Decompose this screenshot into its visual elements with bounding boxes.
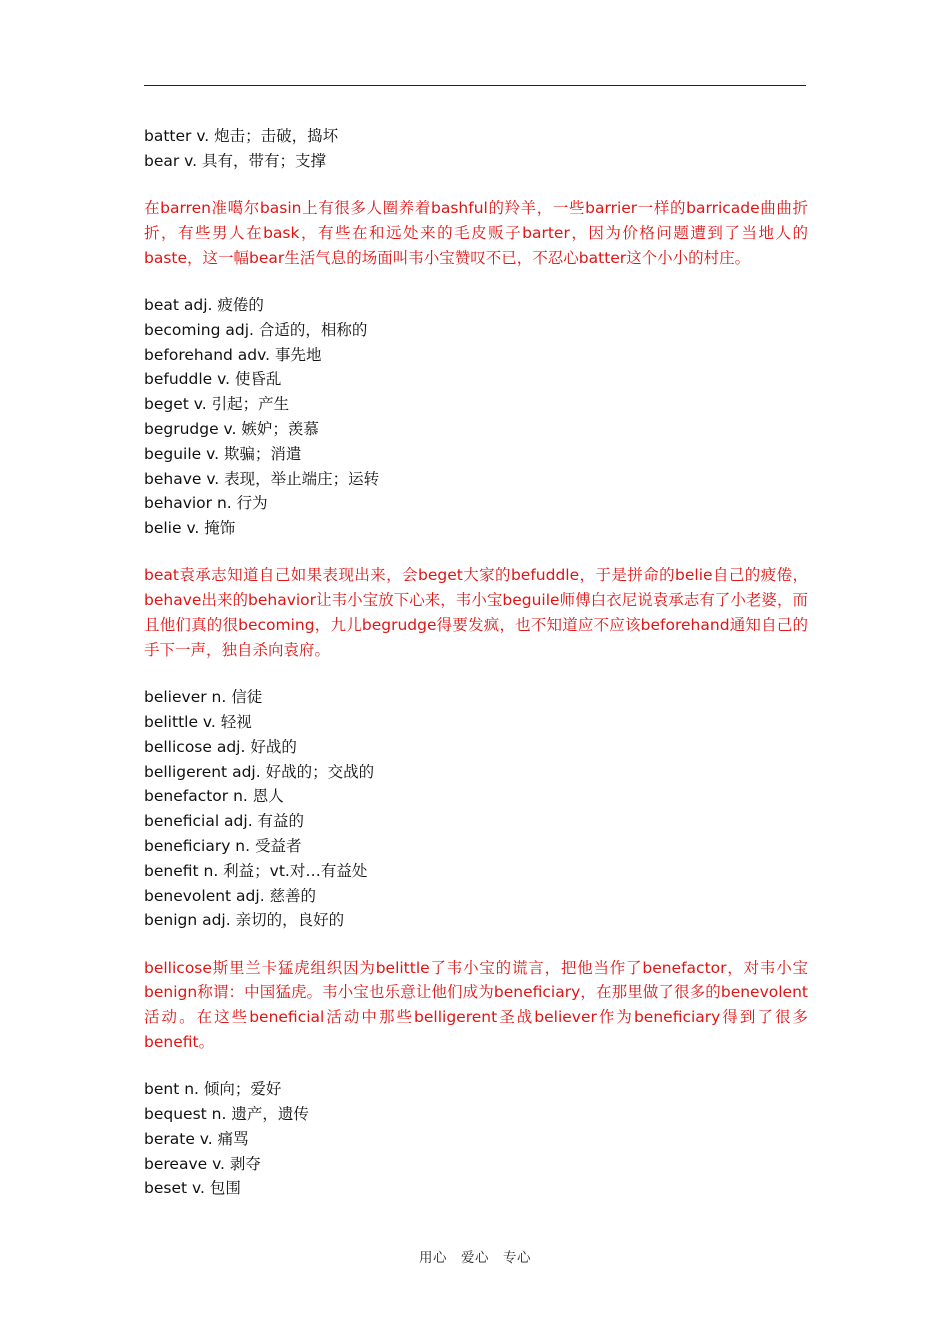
vocab-entry: befuddle v. 使昏乱	[144, 370, 282, 389]
vocab-entry: beguile v. 欺骗；消遣	[144, 444, 302, 463]
vocab-entry: berate v. 痛骂	[144, 1129, 249, 1148]
vocab-entry: believer n. 信徒	[144, 688, 263, 707]
story-paragraph-2: beat袁承志知道自己如果表现出来，会beget大家的befuddle，于是拼命的belie自己的疲倦，behave出来的behavior让韦小宝放下心来，韦小宝beguile师傅白衣尼说袁承志有了小老婆，而且他们真的很becoming，九儿begrudge得要发疯，也不知道应不应该beforehand通知自己的手下一声，独自杀向袁府。	[144, 566, 808, 659]
vocab-entry: beneficiary n. 受益者	[144, 836, 302, 855]
vocab-entry: becoming adj. 合适的，相称的	[144, 320, 368, 339]
vocab-entry: benefit n. 利益；vt.对…有益处	[144, 861, 368, 880]
vocab-entry: bent n. 倾向；爱好	[144, 1080, 282, 1099]
vocab-entry: behavior n. 行为	[144, 494, 268, 513]
vocab-entry: belittle v. 轻视	[144, 712, 252, 731]
page-content	[144, 124, 808, 1201]
vocab-entry: benign adj. 亲切的，良好的	[144, 911, 345, 930]
vocab-entry: bellicose adj. 好战的	[144, 737, 297, 756]
vocab-entry: belie v. 掩饰	[144, 519, 236, 538]
vocab-entry: batter v. 炮击；击破，捣坏	[144, 127, 339, 145]
vocab-entry: behave v. 表现，举止端庄；运转	[144, 469, 380, 488]
vocab-entry: begrudge v. 嫉妒；羡慕	[144, 419, 319, 438]
vocab-entry: benevolent adj. 慈善的	[144, 886, 317, 905]
vocab-entry: beset v. 包围	[144, 1179, 241, 1198]
vocab-entry: belligerent adj. 好战的；交战的	[144, 762, 375, 781]
vocab-list-1	[144, 124, 808, 174]
vocab-list-2	[144, 293, 808, 541]
vocab-entry: bear v. 具有，带有；支撑	[144, 151, 326, 170]
vocab-list-3	[144, 685, 808, 933]
vocab-entry: beneficial adj. 有益的	[144, 812, 305, 831]
page-footer: 用心 爱心 专心	[419, 1250, 531, 1266]
story-paragraph-1: 在barren准噶尔basin上有很多人圈养着bashful的羚羊，一些barrier一样的barricade曲曲折折，有些男人在bask，有些在和远处来的毛皮贩子barter，因为价格问题遭到了当地人的baste，这一幅bear生活气息的场面叫韦小宝赞叹不已，不忍心batter这个小小的村庄。	[144, 199, 808, 267]
vocab-entry: beforehand adv. 事先地	[144, 345, 322, 364]
story-paragraph-3: bellicose斯里兰卡猛虎组织因为belittle了韦小宝的谎言，把他当作了benefactor，对韦小宝benign称谓：中国猛虎。韦小宝也乐意让他们成为beneficiary，在那里做了很多的benevolent活动。在这些beneficial活动中那些belligerent圣战believer作为beneficiary得到了很多benefit。	[144, 958, 808, 1051]
vocab-entry: beat adj. 疲倦的	[144, 295, 264, 314]
header-rule	[144, 85, 806, 86]
vocab-list-4	[144, 1077, 808, 1201]
vocab-entry: bequest n. 遗产，遗传	[144, 1105, 309, 1124]
vocab-entry: benefactor n. 恩人	[144, 787, 284, 806]
vocab-entry: beget v. 引起；产生	[144, 395, 290, 414]
vocab-entry: bereave v. 剥夺	[144, 1154, 261, 1173]
